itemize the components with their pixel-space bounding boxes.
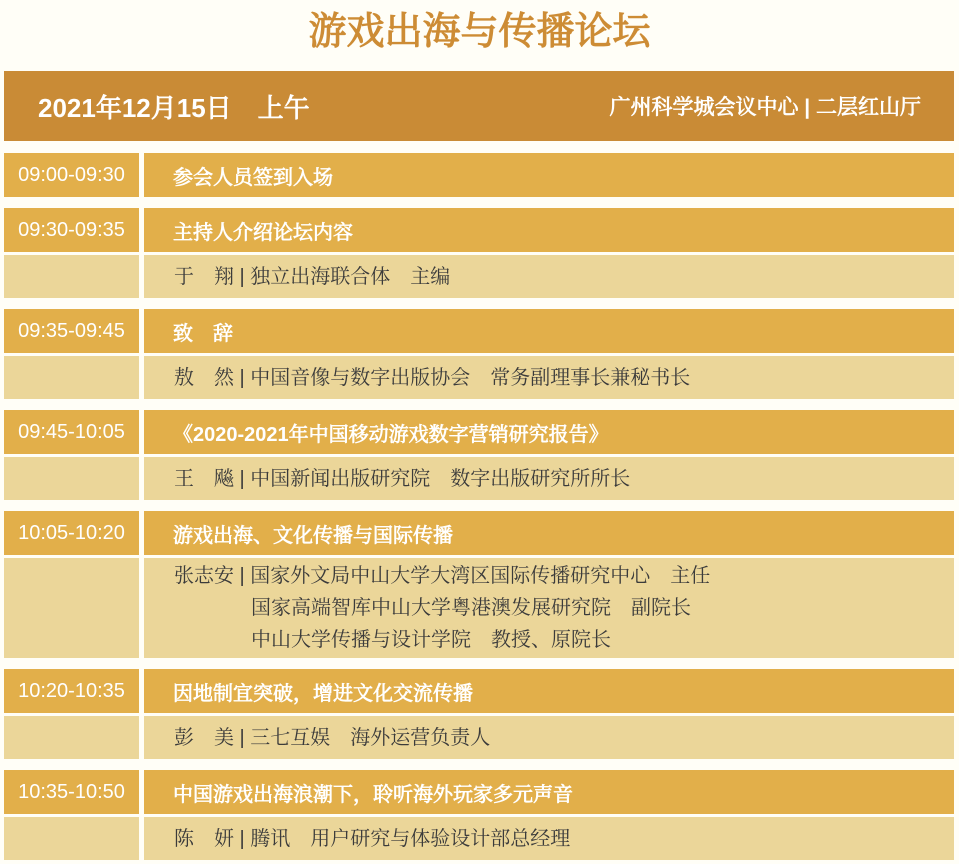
session-title-label: 因地制宜突破，增进文化交流传播 (144, 669, 954, 713)
session-time-label: 09:00-09:30 (4, 153, 139, 197)
session-block (4, 410, 954, 500)
session-time-spacer (4, 255, 139, 298)
speaker-line: 彭 美 | 三七互娱 海外运营负责人 (174, 726, 491, 749)
session-header-bar (4, 71, 954, 141)
session-title-row (4, 153, 954, 197)
session-time-spacer (4, 817, 139, 860)
session-title-label: 参会人员签到入场 (144, 153, 954, 197)
session-title-row (4, 208, 954, 252)
session-speaker-row (4, 356, 954, 399)
session-venue-label: 广州科学城会议中心 | 二层红山厅 (609, 96, 921, 119)
session-time-label: 10:35-10:50 (4, 770, 139, 814)
session-speaker-cell (144, 817, 954, 860)
session-speaker-cell (144, 457, 954, 500)
session-time-spacer (4, 716, 139, 759)
session-speaker-cell (144, 558, 954, 658)
speaker-line: 王 飚 | 中国新闻出版研究院 数字出版研究所所长 (174, 467, 631, 490)
session-time-label: 09:35-09:45 (4, 309, 139, 353)
session-block (4, 153, 954, 197)
session-speaker-row (4, 457, 954, 500)
session-title-row (4, 511, 954, 555)
session-speaker-row (4, 558, 954, 658)
session-speaker-cell (144, 716, 954, 759)
page-title: 游戏出海与传播论坛 (308, 11, 651, 53)
session-title-row (4, 770, 954, 814)
session-time-spacer (4, 558, 139, 658)
session-block (4, 309, 954, 399)
session-title-row (4, 669, 954, 713)
session-title-label: 游戏出海、文化传播与国际传播 (144, 511, 954, 555)
session-time-label: 10:20-10:35 (4, 669, 139, 713)
session-speaker-cell (144, 356, 954, 399)
speaker-line: 张志安 | 国家外文局中山大学大湾区国际传播研究中心 主任 (174, 565, 711, 587)
session-block (4, 511, 954, 658)
speaker-line: 陈 妍 | 腾讯 用户研究与体验设计部总经理 (174, 827, 571, 850)
session-speaker-row (4, 817, 954, 860)
speaker-line: 中山大学传播与设计学院 教授、原院长 (251, 629, 611, 651)
session-date-label: 2021年12月15日 上午 (38, 92, 310, 123)
session-speaker-cell (144, 255, 954, 298)
speaker-line: 于 翔 | 独立出海联合体 主编 (174, 265, 451, 288)
session-time-spacer (4, 457, 139, 500)
session-title-row (4, 309, 954, 353)
session-title-label: 中国游戏出海浪潮下，聆听海外玩家多元声音 (144, 770, 954, 814)
session-time-label: 10:05-10:20 (4, 511, 139, 555)
session-time-label: 09:45-10:05 (4, 410, 139, 454)
session-time-spacer (4, 356, 139, 399)
session-title-row (4, 410, 954, 454)
session-block (4, 208, 954, 298)
session-time-label: 09:30-09:35 (4, 208, 139, 252)
speaker-line: 敖 然 | 中国音像与数字出版协会 常务副理事长兼秘书长 (174, 366, 691, 389)
session-block (4, 770, 954, 860)
session-block (4, 669, 954, 759)
session-speaker-row (4, 716, 954, 759)
session-title-label: 《2020-2021年中国移动游戏数字营销研究报告》 (144, 410, 954, 454)
session-speaker-row (4, 255, 954, 298)
session-title-label: 致 辞 (144, 309, 954, 353)
speaker-line: 国家高端智库中山大学粤港澳发展研究院 副院长 (251, 597, 691, 619)
session-title-label: 主持人介绍论坛内容 (144, 208, 954, 252)
agenda-sheet (4, 71, 954, 860)
schedule-list (4, 153, 954, 860)
